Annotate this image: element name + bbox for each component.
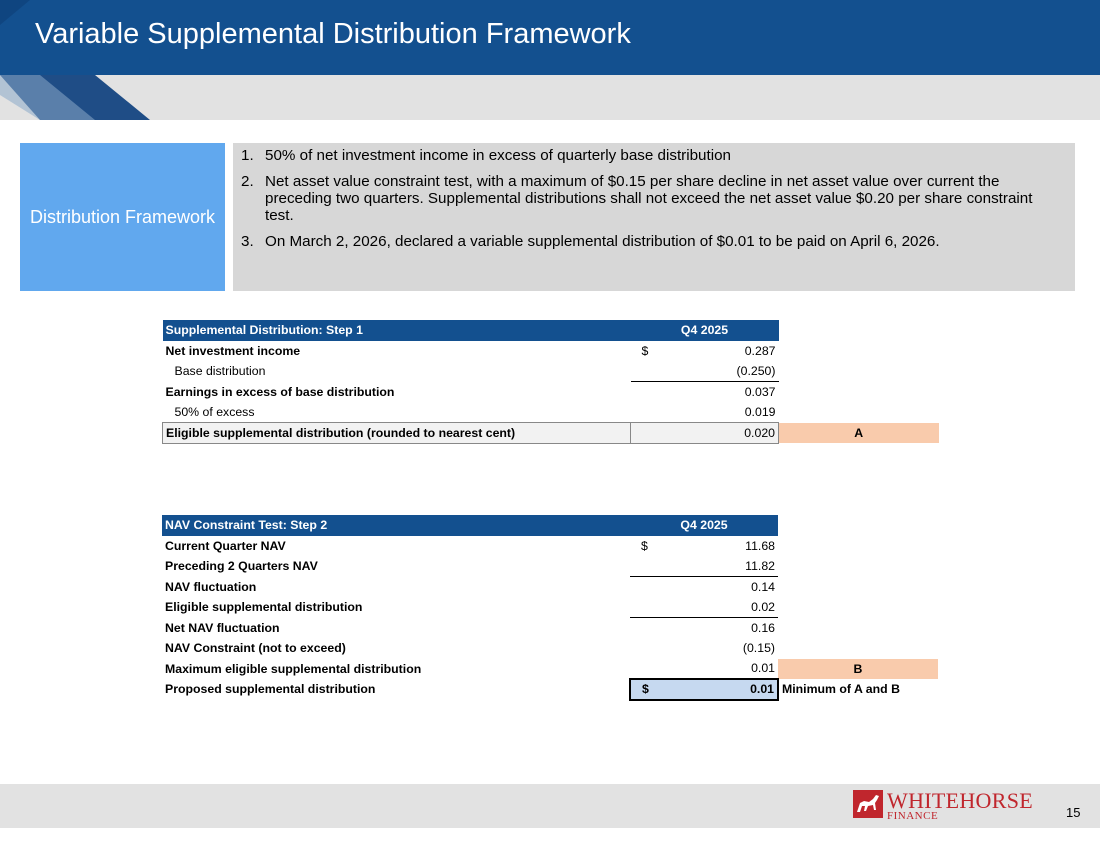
row-label: Maximum eligible supplemental distribution <box>165 661 422 676</box>
row-label: Earnings in excess of base distribution <box>165 384 395 399</box>
step2-table <box>162 515 938 701</box>
logo-subtext: FINANCE <box>887 810 939 822</box>
row-value: 0.037 <box>744 385 776 399</box>
table-row <box>162 536 938 557</box>
row-value: 0.14 <box>751 580 775 594</box>
table-row <box>162 597 938 618</box>
list-item <box>241 233 1065 250</box>
row-label: Preceding 2 Quarters NAV <box>165 559 318 574</box>
table-header-row <box>163 320 939 341</box>
table-header-row <box>162 515 938 536</box>
framework-label-text: Distribution Framework <box>29 207 216 227</box>
table-row <box>162 638 938 659</box>
row-value: (0.15) <box>742 641 775 656</box>
step2-period: Q4 2025 <box>630 515 778 536</box>
currency-symbol: $ <box>641 343 649 358</box>
list-number: 2. <box>241 173 254 190</box>
marker-b: B <box>778 659 938 680</box>
table-row <box>163 382 939 403</box>
row-value: 0.01 <box>751 661 775 676</box>
row-value: (0.250) <box>736 364 776 378</box>
table-row <box>163 402 939 423</box>
step1-period: Q4 2025 <box>631 320 779 341</box>
row-value: 11.82 <box>745 559 775 573</box>
row-label: 50% of excess <box>174 405 255 419</box>
page-number: 15 <box>1066 805 1081 820</box>
row-label: Eligible supplemental distribution <box>165 600 363 615</box>
currency-symbol: $ <box>641 538 648 553</box>
row-label: Eligible supplemental distribution (rounded to nearest cent) <box>163 423 631 444</box>
table-row <box>162 556 938 577</box>
row-value: 0.287 <box>744 343 776 358</box>
list-text: On March 2, 2026, declared a variable supplemental distribution of $0.01 to be paid on April 6, 2026. <box>265 233 940 250</box>
row-value: 0.01 <box>750 682 774 697</box>
row-label: NAV Constraint (not to exceed) <box>165 641 346 656</box>
row-label: Net NAV fluctuation <box>165 620 280 635</box>
header-subband <box>0 75 1100 120</box>
slide-header <box>0 0 1100 120</box>
row-value: 11.68 <box>745 538 775 553</box>
framework-list <box>233 143 1075 291</box>
table-row <box>162 679 938 700</box>
row-value: 0.020 <box>744 425 775 440</box>
table-row <box>162 577 938 598</box>
framework-label <box>20 143 225 291</box>
list-text: Net asset value constraint test, with a maximum of $0.15 per share decline in net asset value over current the preceding two quarters. Supplemental distributions shall not exceed the net asset value $0.20 per share constraint test. <box>265 173 1033 224</box>
table-row <box>162 618 938 639</box>
proposed-note: Minimum of A and B <box>782 682 900 697</box>
list-item <box>241 173 1065 224</box>
row-label: Net investment income <box>165 343 301 358</box>
marker-a: A <box>779 423 939 444</box>
row-label: Base distribution <box>174 364 266 379</box>
page-title: Variable Supplemental Distribution Framework <box>35 18 631 50</box>
list-item <box>241 147 1065 164</box>
list-text: 50% of net investment income in excess of quarterly base distribution <box>265 147 731 164</box>
row-value: 0.02 <box>751 600 775 614</box>
row-label: Proposed supplemental distribution <box>165 682 376 697</box>
table-row <box>162 659 938 680</box>
row-value: 0.16 <box>751 621 775 635</box>
table-row <box>163 423 939 444</box>
list-number: 1. <box>241 147 254 164</box>
company-logo <box>853 790 1033 824</box>
step1-header: Supplemental Distribution: Step 1 <box>163 320 631 341</box>
step2-header: NAV Constraint Test: Step 2 <box>162 515 630 536</box>
step1-table <box>162 320 939 444</box>
table-row <box>163 341 939 362</box>
proposed-distribution-box <box>630 679 778 700</box>
row-label: Current Quarter NAV <box>165 538 286 553</box>
list-number: 3. <box>241 233 254 250</box>
horse-icon <box>853 790 883 818</box>
row-label: NAV fluctuation <box>165 579 257 594</box>
table-row <box>163 361 939 382</box>
logo-wordmark: WHITEHORSE <box>887 788 1033 813</box>
currency-symbol: $ <box>642 682 649 697</box>
row-value: 0.019 <box>744 405 776 419</box>
